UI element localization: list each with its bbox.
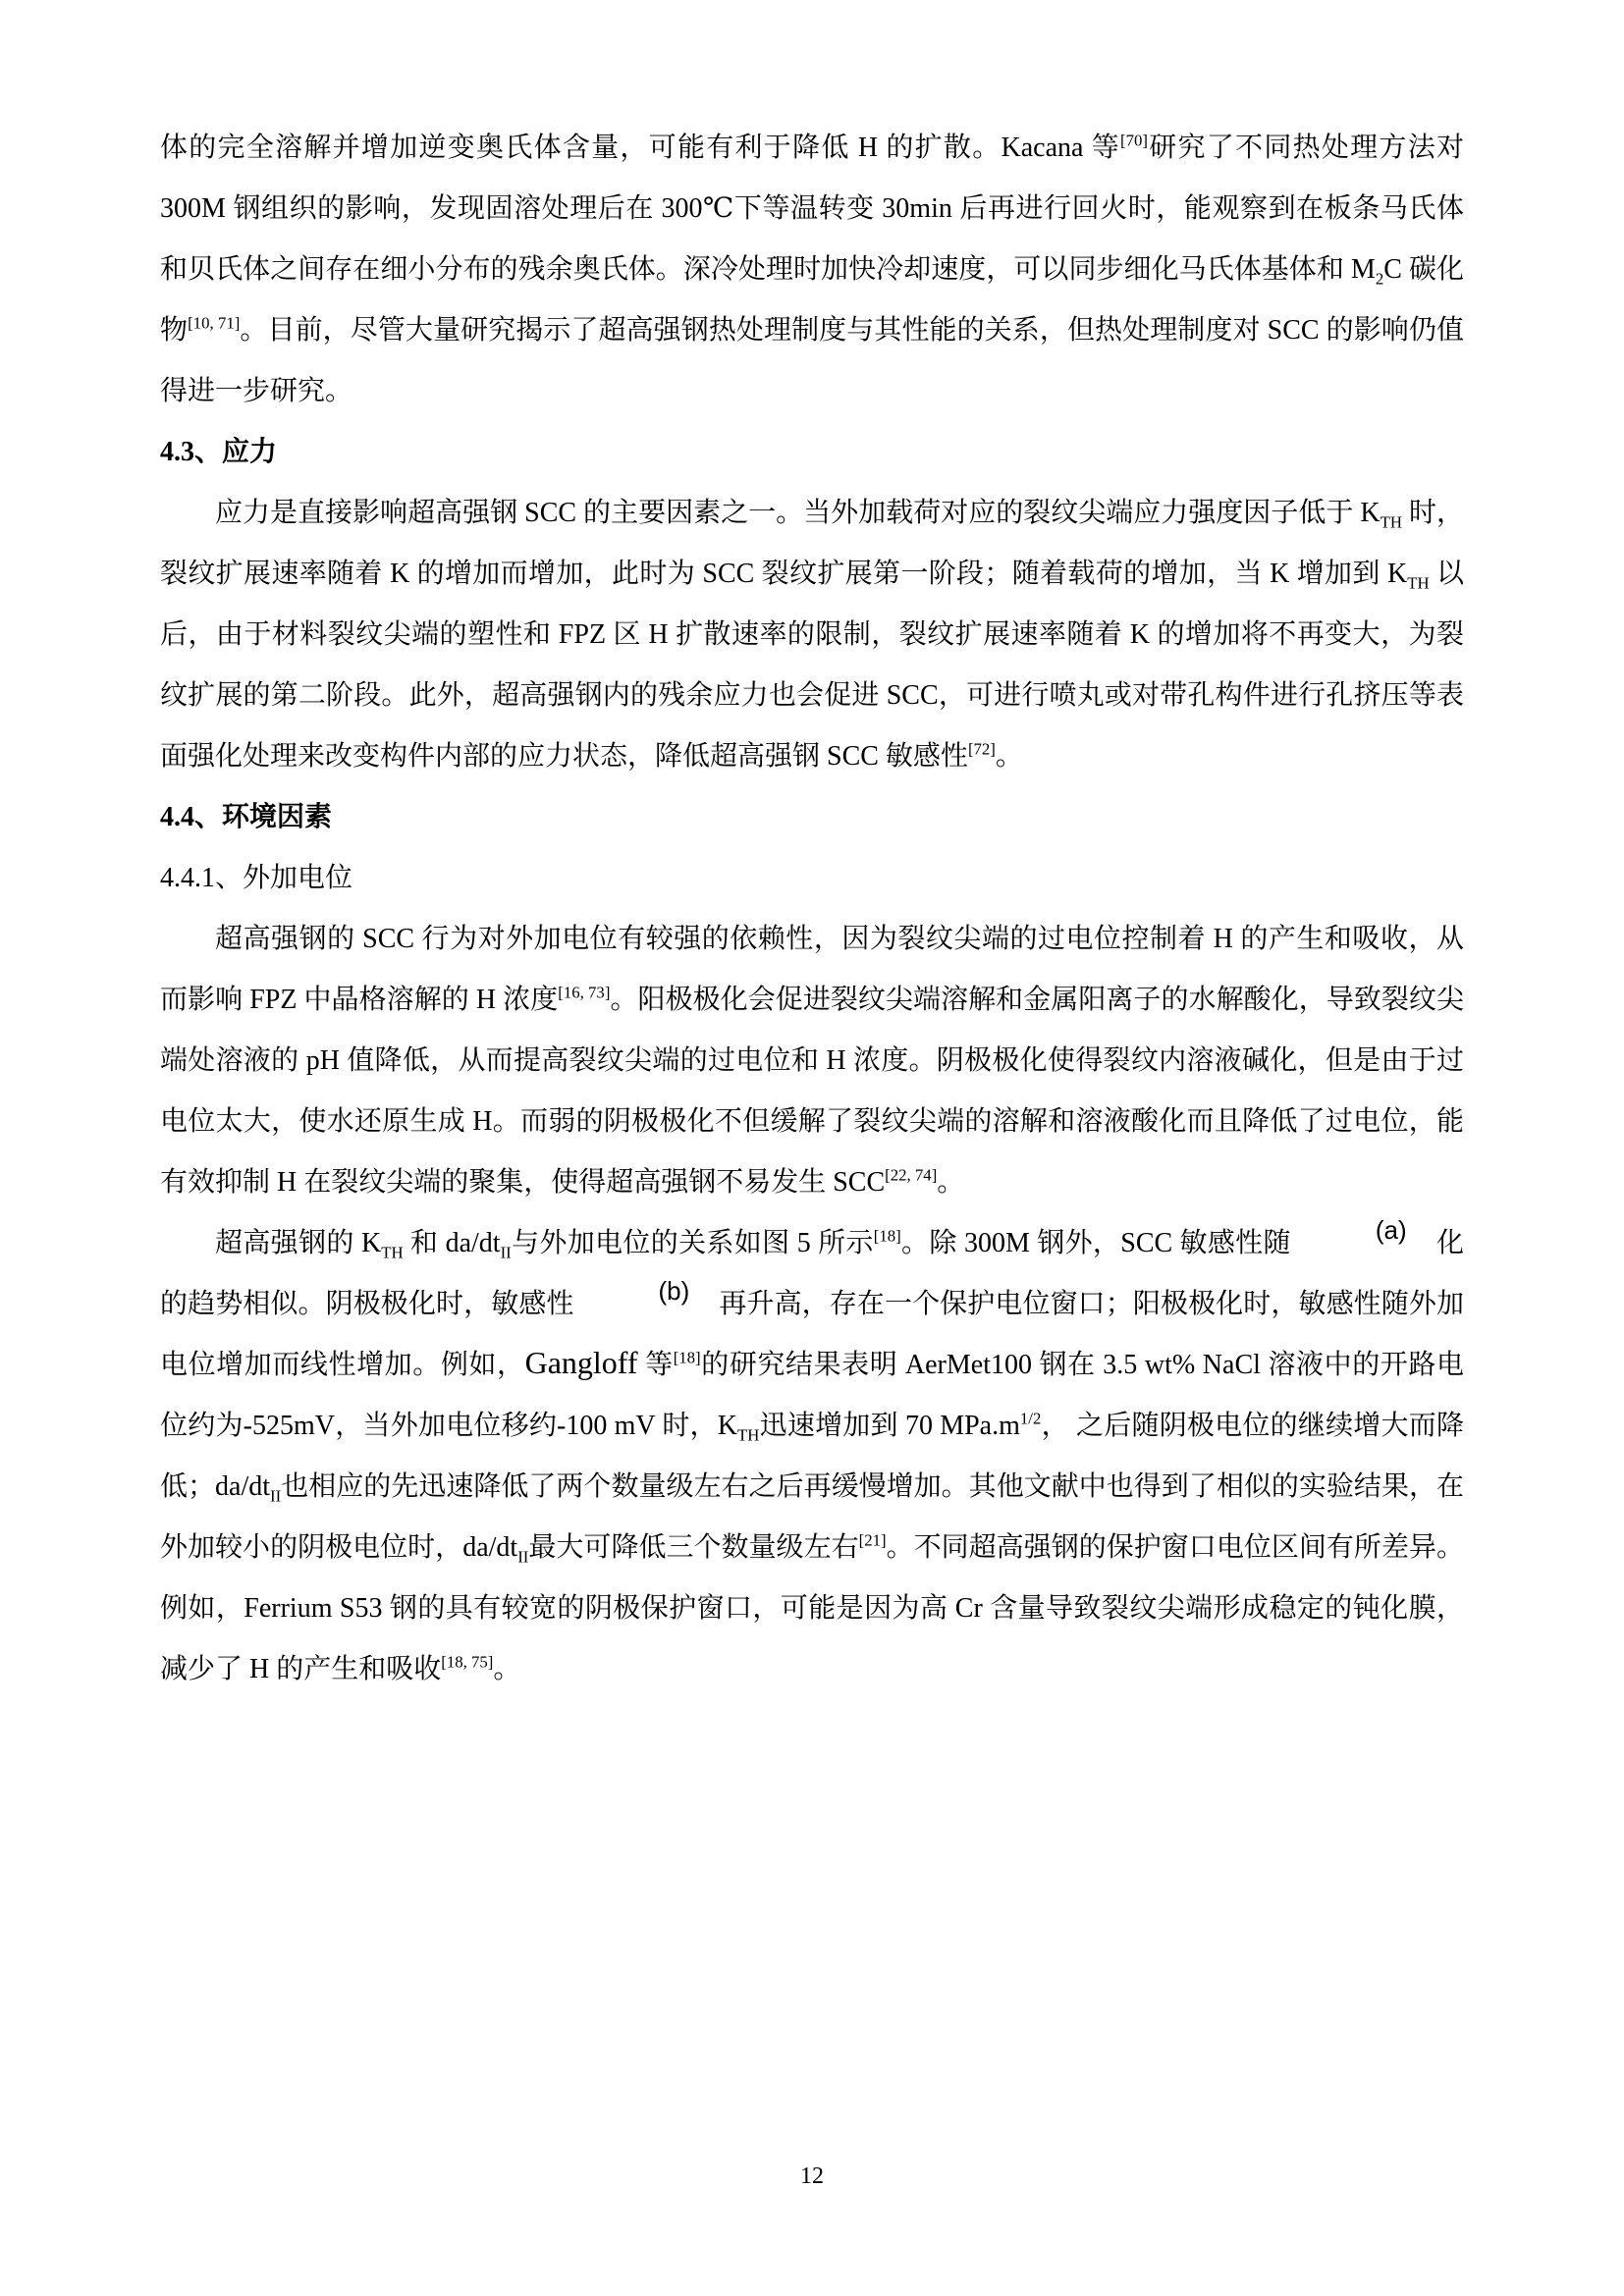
text-run: 和 da/dt [403, 1228, 501, 1258]
subscript: II [270, 1486, 282, 1506]
text-run: C 碳化物 [160, 254, 1464, 346]
superscript-ref: [72] [967, 739, 996, 759]
page-footer [0, 2164, 1624, 2188]
text-run: ， 之后随阴极电位的继续增大而降低；da/dt [160, 1411, 1464, 1502]
document-body [160, 118, 1464, 1700]
superscript-ref: [10, 71] [188, 313, 241, 333]
text-run: 。不同超高强钢的保护窗口电位区间有所差异。例如，Ferrium S53 钢的具有较宽的阴极保护窗口，可能是因为高 Cr 含量导致裂纹尖端形成稳定的钝化膜，减少了 H 的产生和吸收 [160, 1532, 1464, 1684]
text-run: 等 [637, 1350, 674, 1380]
page-number: 12 [800, 2163, 824, 2189]
text-run: 。阳极极化会促进裂纹尖端溶解和金属阳离子的水解酸化，导致裂纹尖端处溶液的 pH 值降低，从而提高裂纹尖端的过电位和 H 浓度。阴极极化使得裂纹内溶液碱化，但是由于过电位太大，使水还原生成 H。而弱的阴极极化不但缓解了裂纹尖端的溶解和溶液酸化而且降低了过电位，能有效抑制 H 在裂纹尖端的聚集，使得超高强钢不易发生 SCC [160, 985, 1464, 1198]
text-run: 最大可降低三个数量级左右 [528, 1532, 859, 1563]
text-run: 与外加电位的关系如图 5 所示 [511, 1228, 874, 1258]
superscript-ref: [22, 74] [885, 1165, 938, 1185]
text-run: 研究了不同热处理方法对 300M 钢组织的影响，发现固溶处理后在 300℃下等温转变 30min 后再进行回火时，能观察到在板条马氏体和贝氏体之间存在细小分布的残余奥氏体。深冷处理时加快冷却速度，可以同步细化马氏体基体和 M [160, 133, 1464, 285]
latin-name: Gangloff [524, 1345, 638, 1380]
subscript: TH [737, 1425, 760, 1445]
subscript: II [500, 1243, 512, 1262]
subscript: TH [381, 1243, 404, 1262]
text-run: 也相应的先迅速降低了两个数量级左右之后再缓慢增加。其他文献中也得到了相似的实验结果，在外加较小的阴极电位时，da/dt [160, 1471, 1464, 1563]
text-run: 时，裂纹扩展速率随着 K 的增加而增加，此时为 SCC 裂纹扩展第一阶段；随着载荷的增加，当 K 增加到 K [160, 498, 1464, 589]
text-run: 。 [937, 1167, 965, 1198]
superscript-ref: [70] [1119, 131, 1148, 150]
text-run: 。 [995, 741, 1023, 772]
text-run: 超高强钢的 SCC 行为对外加电位有较强的依赖性，因为裂纹尖端的过电位控制着 H 的产生和吸收，从而影响 FPZ 中晶格溶解的 H 浓度 [160, 924, 1464, 1015]
superscript-ref: [18] [673, 1348, 701, 1367]
paragraph [160, 909, 1464, 1213]
section-heading: 4.4、环境因素 [160, 802, 333, 832]
paragraph: 超高强钢的 $K_{TH}$ 和 $da/dt_{II}$与外加电位的关系如图 5 所示[18]。除 300M 钢外，SCC 敏感性随 (a) 化的趋势相似。阴极极化时，敏感性 (b) 再升高，存在一个保护电位窗口；阳极极化时，敏感性随外加电位增加而线性增加。例如，Gangloff 等[18]的研究结果表明 AerMet100 钢在 3.5 wt% NaCl 溶液中的开路电位约为-525mV，当外加电位移约-100 mV 时，$K_{TH}$迅速增加到 70 MPa.m$^{1/2}$， 之后随阴极电位的继续增大而降低；$da/dt_{II}$也相应的先迅速降低了两个数量级左右之后再缓慢增加。其他文献中也得到了相似的实验结果，在外加较小的阴极电位时，$da/dt_{II}$最大可降低三个数量级左右[21]。不同超高强钢的保护窗口电位区间有所差异。例如，Ferrium S53 钢的具有较宽的阴极保护窗口，可能是因为高 Cr 含量导致裂纹尖端形成稳定的钝化膜，减少了 H 的产生和吸收[18, 75]。 [160, 1215, 1464, 1684]
text-run: 以后，由于材料裂纹尖端的塑性和 FPZ 区 H 扩散速率的限制，裂纹扩展速率随着 K 的增加将不再变大，为裂纹扩展的第二阶段。此外，超高强钢内的残余应力也会促进 SCC，可进行喷丸或对带孔构件进行孔挤压等表面强化处理来改变构件内部的应力状态，降低超高强钢 SCC 敏感性 [160, 559, 1464, 772]
superscript-ref: 1/2 [1019, 1409, 1042, 1428]
text-run: 超高强钢的 K [215, 1228, 382, 1258]
section-heading: 4.4.1、外加电位 [160, 863, 353, 893]
paragraph [160, 118, 1464, 422]
text-run: 迅速增加到 70 MPa.m [759, 1411, 1020, 1441]
text-run: 。 [493, 1654, 521, 1684]
superscript-ref: [21] [858, 1530, 887, 1550]
subscript: 2 [1375, 269, 1384, 289]
text-run: 应力是直接影响超高强钢 SCC 的主要因素之一。当外加载荷对应的裂纹尖端应力强度因子低于 K [215, 498, 1380, 528]
subscript: II [517, 1547, 529, 1567]
text-run: 的研究结果表明 AerMet100 钢在 3.5 wt% NaCl 溶液中的开路电位约为-525mV，当外加电位移约-100 mV 时，K [160, 1350, 1464, 1441]
text-run: 再升高，存在一个保护电位窗口；阳极极化时，敏感性随外加电位增加而线性增加。例如， [160, 1289, 1464, 1380]
subscript: TH [1380, 512, 1402, 532]
text-run: 体的完全溶解并增加逆变奥氏体含量，可能有利于降低 H 的扩散。Kacana 等 [160, 133, 1120, 163]
text-run: 化的趋势相似。阴极极化时，敏感性 [160, 1228, 1464, 1319]
subscript: TH [1407, 573, 1430, 593]
paragraph [160, 483, 1464, 787]
superscript-ref: [18, 75] [441, 1652, 494, 1672]
superscript-ref: [16, 73] [558, 983, 611, 1002]
section-heading: 4.3、应力 [160, 437, 278, 467]
superscript-ref: [18] [873, 1226, 901, 1246]
text-run: 。目前，尽管大量研究揭示了超高强钢热处理制度与其性能的关系，但热处理制度对 SCC 的影响仍值得进一步研究。 [160, 315, 1464, 406]
text-run: 。除 300M 钢外，SCC 敏感性随 [900, 1228, 1291, 1258]
